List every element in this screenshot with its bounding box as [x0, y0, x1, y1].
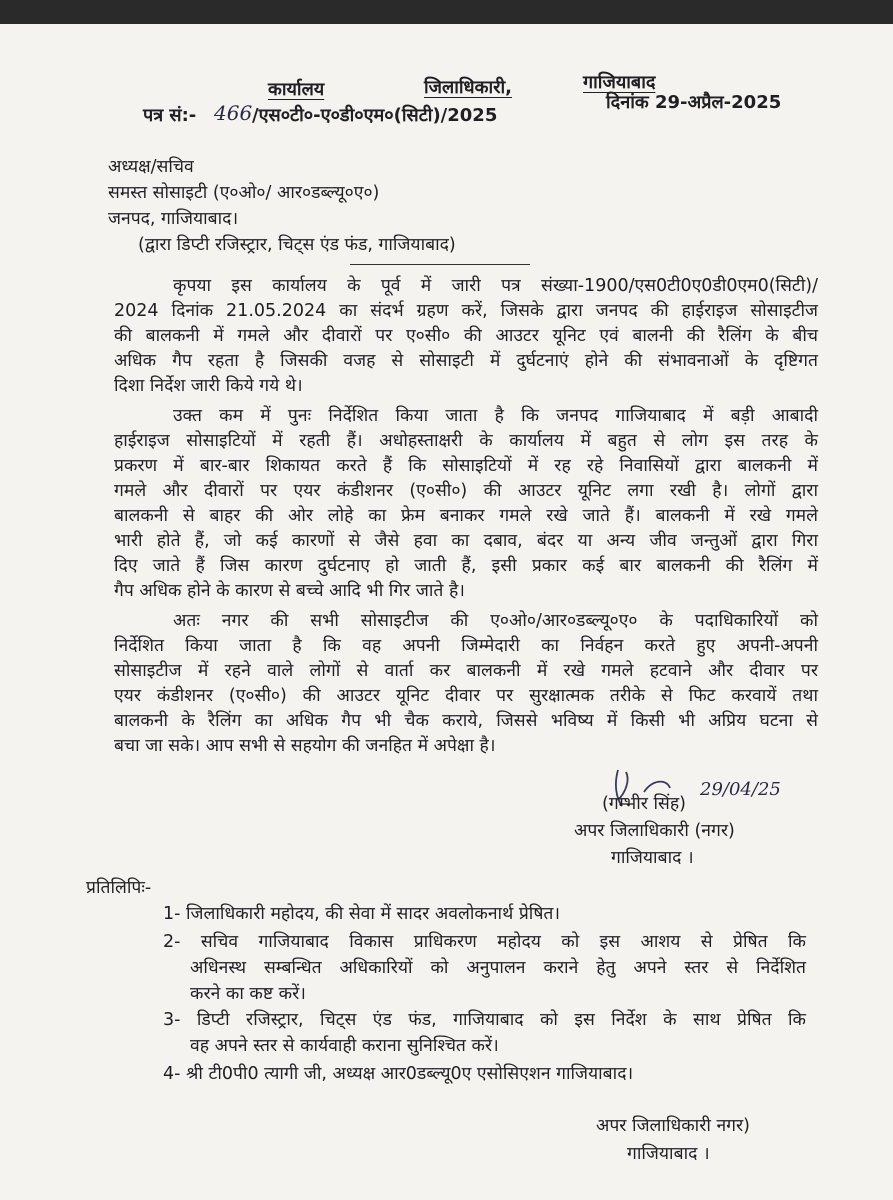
- addressee-line-4: (द्वारा डिप्टी रजिस्ट्रार, चिट्स एंड फंड, गाजियाबाद): [138, 235, 456, 255]
- body-line: गमले और दीवारों पर एयर कंडीशनर (ए०सी०) की आउटर यूनिट लगा रखी है। लोगों द्वारा: [114, 481, 818, 501]
- ref-number-handwritten: 466: [214, 101, 253, 125]
- letter-date: दिनांक 29-अप्रैल-2025: [606, 92, 782, 113]
- copy-to-label: प्रतिलिपिः-: [86, 878, 152, 898]
- body-line: की बालकनी में गमले और दीवारों पर ए०सी० की आउटर यूनिट एवं बालनी की रैलिंग के बीच: [114, 326, 818, 346]
- letter-page: [0, 24, 893, 1200]
- signatory-name: (गम्भीर सिंह): [602, 794, 686, 814]
- copy-item-2-cont: अधिनस्थ सम्बन्धित अधिकारियों को अनुपालन कराने हेतु अपने स्तर से निर्देशित: [190, 958, 806, 978]
- footer-designation: अपर जिलाधिकारी नगर): [596, 1116, 751, 1136]
- body-line: बचा जा सके। आप सभी से सहयोग की जनहित में अपेक्षा है।: [114, 736, 496, 756]
- body-line: गैप अधिक होने के कारण से बच्चे आदि भी गिर जाते है।: [114, 581, 465, 601]
- dark-top-strip: [0, 0, 893, 24]
- signatory-place: गाजियाबाद ।: [611, 848, 694, 868]
- divider-line: [350, 264, 530, 265]
- addressee-line-2: समस्त सोसाइटी (ए०ओ०/ आर०डब्ल्यू०ए०): [108, 183, 380, 203]
- header-office: कार्यालय: [268, 79, 325, 100]
- body-line: एयर कंडीशनर (ए०सी०) की आउटर यूनिट दीवार पर सुरक्षात्मक तरीके से फिट करवायें तथा: [114, 686, 818, 706]
- header-officer: जिलाधिकारी,: [424, 77, 512, 98]
- body-line: अधिक गैप रहता है जिसकी वजह से सोसाइटी में दुर्घटनाएं होने की संभावनाओं के दृष्टिगत: [114, 351, 818, 371]
- body-line: निर्देशित किया जाता है कि वह अपनी जिम्मेदारी का निर्वहन करते हुए अपनी-अपनी: [114, 636, 818, 656]
- body-line: बालकनी के रैलिंग का अधिक गैप भी चैक कराये, जिससे भविष्य में किसी भी अप्रिय घटना से: [114, 711, 818, 731]
- addressee-line-3: जनपद, गाजियाबाद।: [108, 209, 239, 229]
- body-line: भारी होते हैं, जो कई कारणों से जैसे हवा का दबाव, बंदर या अन्य जीव जन्तुओं द्वारा गिरा: [114, 531, 818, 551]
- ref-prefix: पत्र सं:-: [143, 105, 197, 126]
- signatory-designation: अपर जिलाधिकारी (नगर): [574, 821, 735, 841]
- body-line: दिशा निर्देश जारी किये गये थे।: [114, 376, 303, 396]
- ref-suffix: /एस०टी०-ए०डी०एम०(सिटी)/2025: [252, 105, 498, 126]
- body-line: सोसाइटीज में रहने वाले लोगों से वार्ता कर बालकनी में रखे गमले हटवाने और दीवार पर: [114, 661, 818, 681]
- body-line: दिए जाते हैं जिस कारण दुर्घटनाए हो जाती हैं, इसी प्रकार कई बार बालकनी की रैलिंग में: [114, 556, 818, 576]
- header-city: गाजियाबाद: [583, 72, 656, 93]
- body-line: कृपया इस कार्यालय के पूर्व में जारी पत्र संख्या-1900/एस0टी0ए0डी0एम0(सिटी)/: [173, 276, 818, 296]
- body-line: बालकनी से बाहर की ओर लोहे का फ्रेम बनाकर गमले रखे जाते हैं। बालकनी में रखे गमले: [114, 506, 818, 526]
- addressee-line-1: अध्यक्ष/सचिव: [108, 157, 194, 177]
- copy-item-2-end: करने का कष्ट करें।: [190, 984, 306, 1004]
- signed-date-handwritten: 29/04/25: [700, 779, 781, 800]
- copy-item-4: 4- श्री टी0पी0 त्यागी जी, अध्यक्ष आर0डब्ल्यू0ए एसोसिएशन गाजियाबाद।: [163, 1064, 634, 1084]
- body-line: 2024 दिनांक 21.05.2024 का संदर्भ ग्रहण करें, जिसके द्वारा जनपद की हाईराइज सोसाइटीज: [114, 301, 818, 321]
- copy-item-2: 2- सचिव गाजियाबाद विकास प्राधिकरण महोदय को इस आशय से प्रेषित कि: [163, 932, 806, 952]
- copy-item-3: 3- डिप्टी रजिस्ट्रार, चिट्स एंड फंड, गाजियाबाद को इस निर्देश के साथ प्रेषित कि: [163, 1010, 806, 1030]
- body-line: उक्त कम में पुनः निर्देशित किया जाता है कि जनपद गाजियाबाद में बड़ी आबादी: [173, 406, 818, 426]
- footer-place: गाजियाबाद ।: [627, 1144, 710, 1164]
- body-line: हाईराइज सोसाइटियों में रहती हैं। अधोहस्ताक्षरी के कार्यालय में बहुत से लोग इस तरह के: [114, 431, 818, 451]
- body-line: अतः नगर की सभी सोसाइटीज की ए०ओ०/आर०डब्ल्यू०ए० के पदाधिकारियों को: [173, 611, 818, 631]
- copy-item-3-cont: वह अपने स्तर से कार्यवाही कराना सुनिश्चित करें।: [190, 1036, 499, 1056]
- body-line: प्रकरण में बार-बार शिकायत करते हैं कि सोसाइटियों में रह रहे निवासियों द्वारा बालकनी में: [114, 456, 818, 476]
- copy-item-1: 1- जिलाधिकारी महोदय, की सेवा में सादर अवलोकनार्थ प्रेषित।: [163, 904, 561, 924]
